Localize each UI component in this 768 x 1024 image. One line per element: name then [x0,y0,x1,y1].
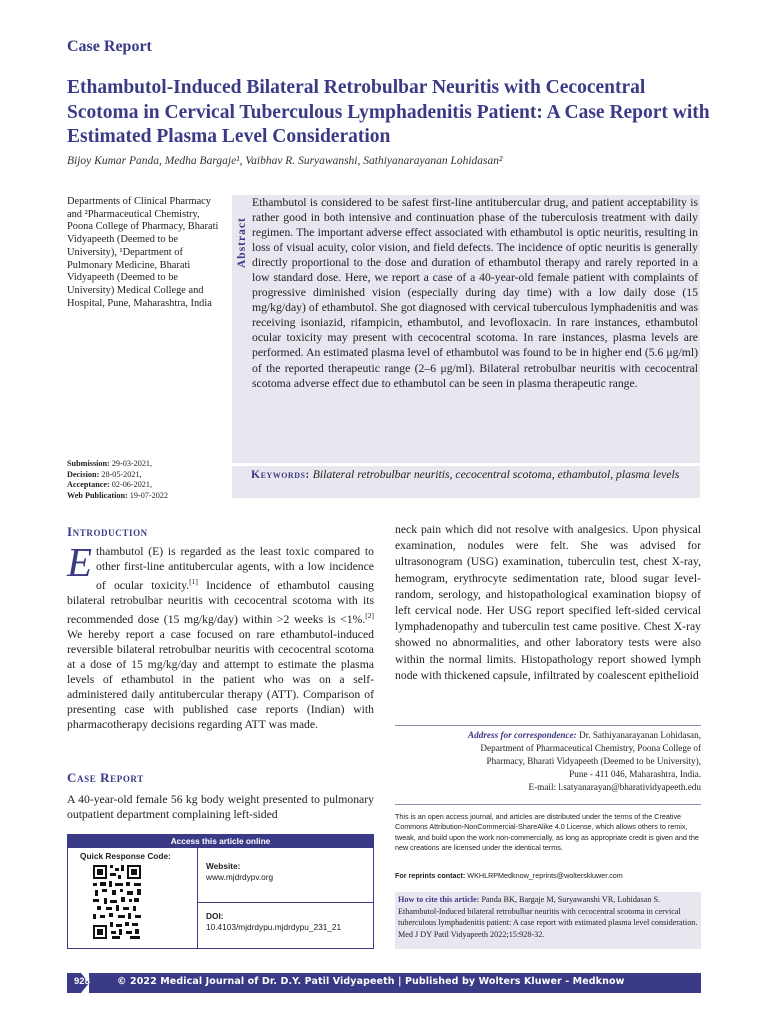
website-label: Website: [206,861,241,871]
correspondence-email[interactable]: E-mail: l.satyanarayan@bharatividyapeeth.edu [528,782,701,792]
introduction-heading: Introduction [67,524,148,539]
case-report-text: A 40-year-old female 56 kg body weight presented to pulmonary outpatient department complaining left-sided [67,793,374,822]
page-number: 928 [74,976,90,987]
intro-part-2: Incidence of ethambutol causing bilateral retrobulbar neuritis with cecocentral scotoma with its recommended dose (15 mg/kg/day) within >2 weeks is <1%. [67,578,374,626]
intro-part-1: thambutol (E) is regarded as the least toxic compared to other first-line antitubercular agents, with a low incidence of ocular toxicity. [96,545,374,592]
section-label: Case Report [67,38,152,55]
citation-ref[interactable]: [2] [365,611,374,621]
reprints-label: For reprints contact: [395,871,466,880]
case-report-continued: neck pain which did not resolve with analgesics. Upon physical examination, nodules were felt. She was advised for ultrasonogram (USG) examination, tuberculin test, chest X-ray, hemogram, erythrocyte sedimentation rate, blood sugar level-random, serology, and histopathological examination biopsy of left cervical node. Her USG report specified left-sided cervical lymphadenopathy and tuberculin test came positive. Chest X-ray showed no abnormalities, and other laboratory tests were also within the normal limits. Histopathology report showed lymph node with thickened capsule, infiltrated by coalescent epithelioid [395,523,701,682]
correspondence-label: Address for correspondence: [468,730,577,740]
correspondence-line: Department of Pharmaceutical Chemistry, Poona College of [480,743,701,753]
publication-date: 19-07-2022 [129,490,168,500]
divider [395,725,701,726]
submission-date: 29-03-2021, [111,459,153,468]
affiliation: Departments of Clinical Pharmacy and ²Pharmaceutical Chemistry, Poona College of Pharmacy, Bharati Vidyapeeth (Deemed to be University), ¹Department of Pulmonary Medicine, Bharati Vidyapeeth (Deemed to be University) Medical College and Hospital, Pune, Maharashtra, India [67,196,219,309]
keywords-list: Bilateral retrobulbar neuritis, cecocentral scotoma, ethambutol, plasma levels [312,468,680,481]
access-header: Access this article online [67,834,374,848]
cite-label: How to cite this article: [398,895,480,904]
doi-label: DOI: [206,911,224,921]
access-divider [197,902,374,903]
publication-label: Web Publication: [67,490,128,500]
abstract-label: Abstract [236,217,248,268]
acceptance-label: Acceptance: [67,480,110,489]
acceptance-date: 02-06-2021, [111,480,153,489]
divider [395,804,701,805]
author-list: Bijoy Kumar Panda, Medha Bargaje¹, Vaibhav R. Suryawanshi, Sathiyanarayanan Lohidasan² [67,155,503,167]
correspondence [395,729,701,794]
how-to-cite [398,894,698,940]
article-title: Ethambutol-Induced Bilateral Retrobulbar Neuritis with Cecocentral Scotoma in Cervical Tuberculous Lymphadenitis Patient: A Case Report with Estimated Plasma Level Consideration [67,77,710,147]
correspondence-line: Pharmacy, Bharati Vidyapeeth (Deemed to be University), [486,756,701,766]
reprints-contact [395,871,701,880]
doi-link[interactable]: 10.4103/mjdrdypu.mjdrdypu_231_21 [206,922,342,932]
submission-label: Submission: [67,459,110,468]
introduction-text [67,539,374,732]
decision-date: 28-05-2021, [101,469,142,479]
footer-text: © 2022 Medical Journal of Dr. D.Y. Patil Vidyapeeth | Published by Wolters Kluwer - Medknow [117,976,625,987]
qr-label: Quick Response Code: [80,851,171,861]
drop-cap: E [67,539,93,585]
cite-text: Panda BK, Bargaje M, Suryawanshi VR, Lohidasan S. Ethambutol-Induced bilateral retrobulbar neuritis with cecocentral scotoma in cervical tuberculous lymphadenitis patient: A case report with estimated plasma level consideration. Med J DY Patil Vidyapeeth 2022;15:928-32. [398,895,698,939]
case-report-heading: Case Report [67,770,144,785]
license-notice: This is an open access journal, and articles are distributed under the terms of the Creative Commons Attribution-NonCommercial-ShareAlike 4.0 License, which allows others to remix, tweak, and build upon the work non-commercially, as long as appropriate credit is given and the new creations are licensed under the identical terms. [395,812,699,853]
keywords [251,467,691,482]
citation-ref[interactable]: [1] [189,577,198,587]
dates-block [67,459,237,501]
abstract-side-label [236,198,249,268]
qr-code-icon[interactable] [92,863,142,941]
reprints-email[interactable]: WKHLRPMedknow_reprints@wolterskluwer.com [467,871,623,880]
correspondence-name: Dr. Sathiyanarayanan Lohidasan, [579,730,701,740]
keywords-label: Keywords: [251,468,310,481]
abstract-text: Ethambutol is considered to be safest first-line antitubercular drug, and patient acceptability is rather good in both intensive and continuation phase of the tuberculosis treatment with daily regimen. The important adverse effect associated with ethambutol is optic neuritis, resulting in loss of visual acuity, color vision, and field defects. The incidence of optic neuritis is generally directly proportional to the dose and duration of ethambutol therapy and rarely reported in a low standard dose. Here, we report a case of a 40-year-old female patient with complaints of progressive diminished vision (especially during day time) with a low daily dose (15 mg/kg/day) of ethambutol. She got diagnosed with cervical tuberculous lymphadenitis and was receiving isoniazid, rifampicin, ethambutol, and levofloxacin. In rare instances, ethambutol ocular toxicity may present with cecocentral scotoma. In rare instances, plasma levels are performed. An estimated plasma level of ethambutol was found to be in higher end (5.6 μg/ml) of the reported therapeutic range (2–6 μg/ml). Bilateral retrobulbar neuritis with cecocentral scotoma adverse effect due to ethambutol can be seen in plasma therapeutic range. [252,196,698,390]
intro-part-3: We hereby report a case focused on rare ethambutol-induced reversible bilateral retrobulbar neuritis with cecocentral scotoma at a dose of 15 mg/kg/day and attempt to estimate the plasma levels of ethambutol in the patient who was on a self-administered daily antitubercular therapy (ATT). Comparison of presenting case with published case reports (Indian) with pharmacotherapy decisions regarding ATT was made. [67,628,374,732]
website-link[interactable]: www.mjdrdypv.org [206,872,274,882]
access-divider [197,848,198,949]
correspondence-line: Pune - 411 046, Maharashtra, India. [569,769,701,779]
decision-label: Decision: [67,469,100,479]
